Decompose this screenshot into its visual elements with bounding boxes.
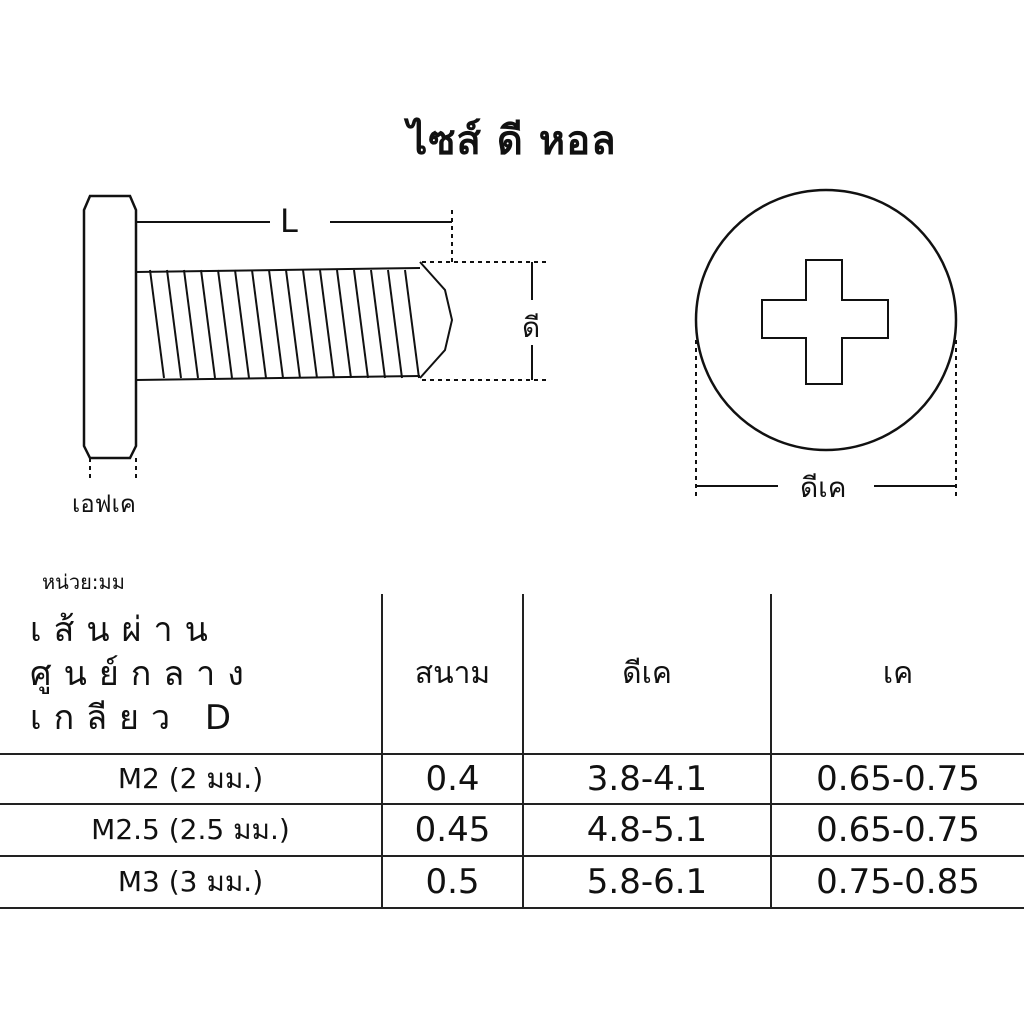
cell-k: 0.75-0.85 [771,856,1024,908]
unit-note: หน่วย:มม [42,570,125,594]
cell-size: M3 (3 มม.) [0,856,382,908]
screw-threads [150,270,419,378]
head-height-label: เอฟเค [72,490,136,518]
head-diameter-label: ดีเค [800,471,847,504]
screw-shank [136,262,452,380]
cell-pitch: 0.4 [382,754,523,804]
diameter-label: ดี [522,311,541,344]
cell-dk: 5.8-6.1 [523,856,771,908]
head-height-dimension [90,458,136,480]
cell-pitch: 0.5 [382,856,523,908]
cell-k: 0.65-0.75 [771,754,1024,804]
table-row [0,754,1024,804]
screw-head-top [696,190,956,450]
header-dk: ดีเค [523,594,771,754]
phillips-cross-icon [762,260,888,384]
cell-k: 0.65-0.75 [771,804,1024,856]
length-label: L [280,202,298,240]
screw-head-side [84,196,136,458]
header-pitch: สนาม [382,594,523,754]
cell-size: M2.5 (2.5 มม.) [0,804,382,856]
table-header-row [0,594,1024,754]
header-k: เค [771,594,1024,754]
cell-dk: 4.8-5.1 [523,804,771,856]
cell-dk: 3.8-4.1 [523,754,771,804]
table-row [0,856,1024,908]
cell-size: M2 (2 มม.) [0,754,382,804]
spec-table [0,594,1024,909]
cell-pitch: 0.45 [382,804,523,856]
table-row [0,804,1024,856]
page-title: ไซส์ ดี หอล [407,118,617,164]
header-thread-diameter: เส้นผ่านศูนย์กลางเกลียว D [0,594,382,754]
